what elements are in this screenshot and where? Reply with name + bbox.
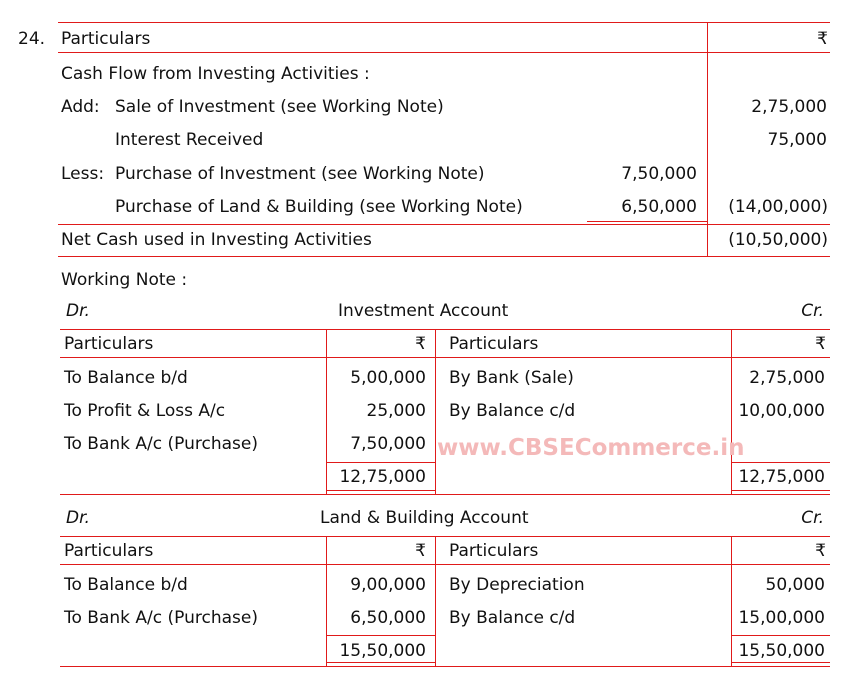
row-amount: 2,75,000: [751, 97, 827, 117]
rule: [326, 536, 327, 666]
rule: [731, 635, 830, 636]
debit-particular: To Balance b/d: [64, 575, 188, 595]
debit-total: 15,50,000: [339, 641, 426, 661]
credit-particular: By Depreciation: [449, 575, 585, 595]
header-particulars: Particulars: [64, 334, 154, 354]
debit-amount: 7,50,000: [350, 434, 426, 454]
rule: [435, 329, 436, 494]
less-label: Less:: [61, 164, 105, 184]
header-currency: ₹: [817, 29, 828, 49]
rule: [731, 536, 732, 666]
credit-amount: 50,000: [765, 575, 825, 595]
add-label: Add:: [61, 97, 100, 117]
debit-amount: 25,000: [366, 401, 426, 421]
rule: [707, 22, 708, 256]
rule: [60, 536, 830, 537]
header-currency: ₹: [415, 541, 426, 561]
credit-amount: 2,75,000: [749, 368, 825, 388]
rule: [731, 329, 732, 494]
row-label: Purchase of Land & Building (see Working Note): [115, 197, 523, 217]
row-inner-amount: 6,50,000: [621, 197, 697, 217]
credit-particular: By Bank (Sale): [449, 368, 574, 388]
rule: [58, 256, 830, 257]
debit-particular: To Bank A/c (Purchase): [64, 608, 258, 628]
rule: [326, 329, 327, 494]
header-currency: ₹: [815, 541, 826, 561]
header-particulars: Particulars: [61, 29, 151, 49]
rule: [58, 22, 830, 23]
credit-particular: By Balance c/d: [449, 401, 576, 421]
row-label: Purchase of Investment (see Working Note): [115, 164, 485, 184]
account-title: Investment Account: [338, 301, 509, 321]
rule: [731, 462, 830, 463]
credit-amount: 15,00,000: [738, 608, 825, 628]
rule: [60, 564, 830, 565]
debit-amount: 6,50,000: [350, 608, 426, 628]
cr-label: Cr.: [801, 301, 824, 321]
header-particulars: Particulars: [449, 334, 539, 354]
debit-amount: 5,00,000: [350, 368, 426, 388]
header-particulars: Particulars: [64, 541, 154, 561]
rule: [731, 662, 830, 663]
row-inner-amount: 7,50,000: [621, 164, 697, 184]
debit-amount: 9,00,000: [350, 575, 426, 595]
rule: [60, 357, 830, 358]
cr-label: Cr.: [801, 508, 824, 528]
rule: [60, 329, 830, 330]
header-currency: ₹: [415, 334, 426, 354]
rule: [587, 221, 707, 222]
net-amount: (10,50,000): [728, 230, 828, 250]
net-label: Net Cash used in Investing Activities: [61, 230, 372, 250]
credit-total: 12,75,000: [738, 467, 825, 487]
account-title: Land & Building Account: [320, 508, 529, 528]
rule: [326, 490, 435, 491]
credit-amount: 10,00,000: [738, 401, 825, 421]
credit-particular: By Balance c/d: [449, 608, 576, 628]
row-label: Interest Received: [115, 130, 264, 150]
watermark-text: www.CBSECommerce.in: [437, 435, 745, 461]
question-number: 24.: [18, 29, 46, 49]
row-label: Sale of Investment (see Working Note): [115, 97, 444, 117]
dr-label: Dr.: [66, 508, 90, 528]
row-amount: (14,00,000): [728, 197, 828, 217]
rule: [60, 494, 830, 495]
working-note-title: Working Note :: [61, 270, 188, 290]
debit-particular: To Profit & Loss A/c: [64, 401, 226, 421]
debit-particular: To Bank A/c (Purchase): [64, 434, 258, 454]
dr-label: Dr.: [66, 301, 90, 321]
header-particulars: Particulars: [449, 541, 539, 561]
debit-total: 12,75,000: [339, 467, 426, 487]
rule: [58, 52, 830, 53]
debit-particular: To Balance b/d: [64, 368, 188, 388]
rule: [731, 490, 830, 491]
header-currency: ₹: [815, 334, 826, 354]
rule: [326, 662, 435, 663]
rule: [326, 462, 435, 463]
rule: [435, 536, 436, 666]
row-amount: 75,000: [767, 130, 827, 150]
rule: [60, 666, 830, 667]
credit-total: 15,50,000: [738, 641, 825, 661]
rule: [326, 635, 435, 636]
rule: [58, 224, 830, 225]
section-title: Cash Flow from Investing Activities :: [61, 64, 370, 84]
